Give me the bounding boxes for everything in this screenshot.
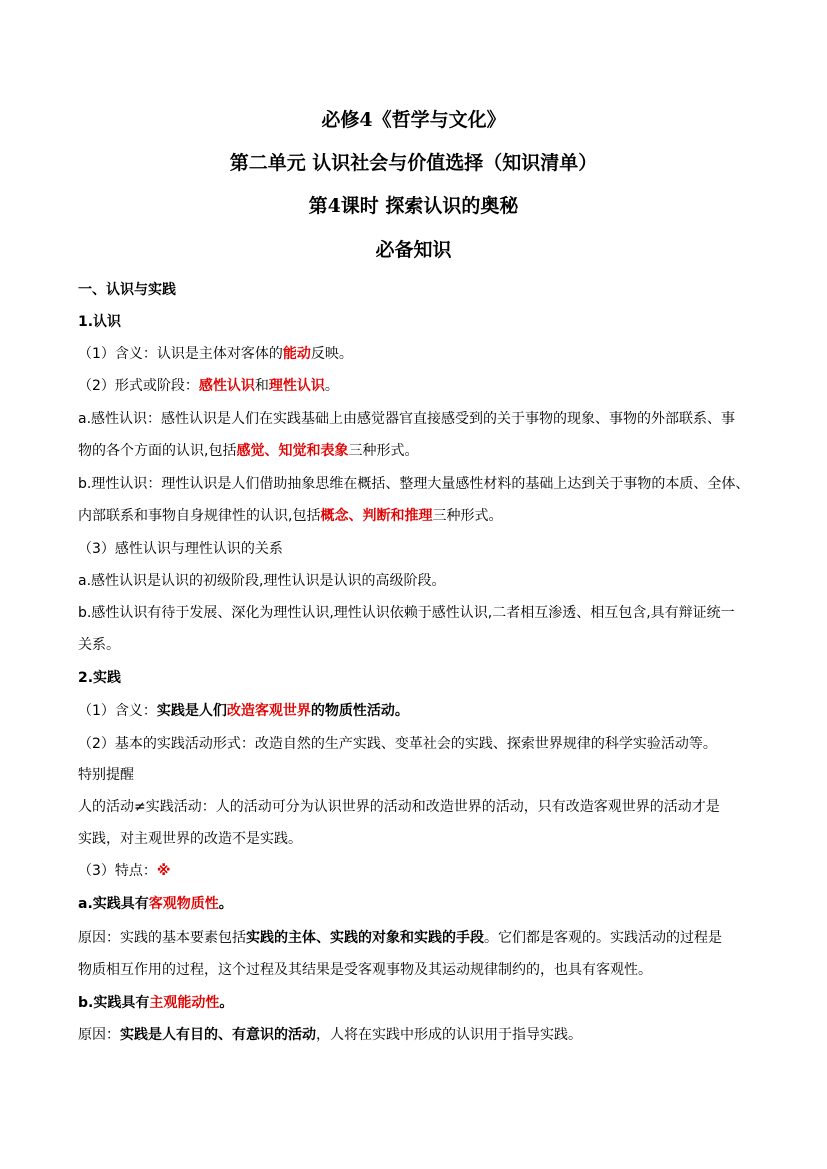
reason-objective-line2: 物质相互作用的过程，这个过程及其结果是受客观事物及其运动规律制约的，也具有客观性。 <box>78 962 652 978</box>
rational-knowledge-line1: b.理性认识：理性认识是人们借助抽象思维在概括、整理大量感性材料的基础上达到关于事物的本质、全体、 <box>78 476 750 492</box>
reminder-line2: 实践，对主观世界的改造不是实践。 <box>78 831 302 847</box>
unit-title: 第二单元 认识社会与价值选择（知识清单） <box>229 152 598 174</box>
perceptual-knowledge-line2: 物的各个方面的认识,包括感觉、知觉和表象三种形式。 <box>78 443 419 459</box>
lesson-title: 第4课时 探索认识的奥秘 <box>308 195 519 217</box>
important-mark: ※ <box>156 863 171 879</box>
heading-knowledge-practice: 一、认识与实践 <box>78 282 176 298</box>
cognition-definition: （1）含义：认识是主体对客体的能动反映。 <box>78 346 353 362</box>
book-title: 必修4《哲学与文化》 <box>321 109 506 131</box>
relationship-heading: （3）感性认识与理性认识的关系 <box>78 541 283 557</box>
practice-forms: （2）基本的实践活动形式：改造自然的生产实践、变革社会的实践、探索世界规律的科学实验活动等。 <box>78 736 717 752</box>
relationship-b-line1: b.感性认识有待于发展、深化为理性认识,理性认识依赖于感性认识,二者相互渗透、相互包含,具有辩证统一 <box>78 605 735 621</box>
rational-knowledge-line2: 内部联系和事物自身规律性的认识,包括概念、判断和推理三种形式。 <box>78 508 503 524</box>
reminder-line1: 人的活动≠实践活动：人的活动可分为认识世界的活动和改造世界的活动，只有改造客观世界的活动才是 <box>78 799 720 815</box>
practice-features-heading: （3）特点：※ <box>78 863 171 879</box>
feature-objective: a.实践具有客观物质性。 <box>78 896 233 912</box>
reason-subjective: 原因：实践是人有目的、有意识的活动，人将在实践中形成的认识用于指导实践。 <box>78 1027 582 1043</box>
section-title: 必备知识 <box>375 239 452 261</box>
relationship-b-line2: 关系。 <box>78 637 120 653</box>
special-reminder: 特别提醒 <box>78 767 134 783</box>
subheading-practice: 2.实践 <box>78 670 122 686</box>
reason-objective-line1: 原因：实践的基本要素包括实践的主体、实践的对象和实践的手段。它们都是客观的。实践活动的过程是 <box>78 930 722 946</box>
cognition-forms: （2）形式或阶段：感性认识和理性认识。 <box>78 378 339 394</box>
feature-subjective: b.实践具有主观能动性。 <box>78 995 234 1011</box>
perceptual-knowledge-line1: a.感性认识：感性认识是人们在实践基础上由感觉器官直接感受到的关于事物的现象、事物的外部联系、事 <box>78 411 736 427</box>
practice-definition: （1）含义：实践是人们改造客观世界的物质性活动。 <box>78 703 409 719</box>
relationship-a: a.感性认识是认识的初级阶段,理性认识是认识的高级阶段。 <box>78 573 446 589</box>
subheading-cognition: 1.认识 <box>78 314 122 330</box>
